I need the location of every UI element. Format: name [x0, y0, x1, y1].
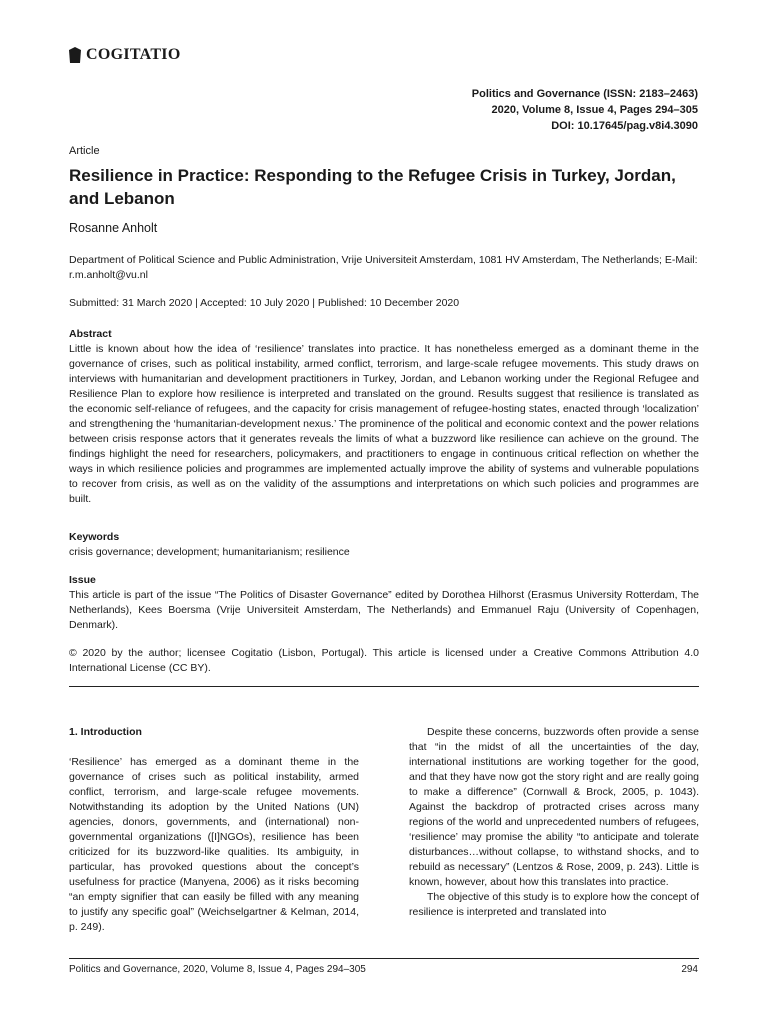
author-affiliation: Department of Political Science and Public Administration, Vrije Universiteit Amsterdam, 1081 HV Amsterdam, The Netherlands; E-Mail: r.m.anholt@vu.nl: [69, 254, 698, 281]
article-type-label: Article: [69, 145, 100, 157]
issue-text: This article is part of the issue “The Politics of Disaster Governance” edited by Dorothea Hilhorst (Erasmus University Rotterdam, The Netherlands), Kees Boersma (Vrije Universiteit Amsterdam, The Netherlands) and Emmanuel Raju (University of Copenhagen, Denmark).: [69, 589, 699, 631]
body-paragraph: Despite these concerns, buzzwords often provide a sense that “in the midst of all the uncertainties of the day, international institutions are working together for the good, and that they have now got the story right and are really going to make a difference” (Cornwall & Brock, 2005, p. 1043). Against the backdrop of protracted crises across many regions of the world and unprecedented numbers of refugees, ‘resilience’ may promise the ability “to anticipate and tolerate disturbances…without collapse, to withstand shocks, and to rebuild as necessary” (Lentzos & Rose, 2009, p. 243). Little is known, however, about how this translates into practice.: [409, 726, 699, 888]
introduction-heading: 1. Introduction: [69, 726, 142, 738]
journal-issn: Politics and Governance (ISSN: 2183–2463): [471, 88, 698, 100]
keywords-section: [69, 530, 699, 560]
article-title: Resilience in Practice: Responding to the Refugee Crisis in Turkey, Jordan, and Lebanon: [69, 166, 676, 208]
cogitatio-mark-icon: [68, 46, 82, 64]
abstract-heading: Abstract: [69, 328, 112, 340]
abstract-section: [69, 327, 699, 507]
body-paragraph: The objective of this study is to explore how the concept of resilience is interpreted and translated into: [409, 891, 699, 918]
logo-text: COGITATIO: [86, 46, 181, 63]
keywords-text: crisis governance; development; humanitarianism; resilience: [69, 546, 350, 558]
keywords-heading: Keywords: [69, 531, 120, 543]
body-paragraph: ‘Resilience’ has emerged as a dominant theme in the governance of crises such as political instability, armed conflict, terrorism, and large-scale refugee movements. Notwithstanding its adoption by the United Nations (UN) agencies, donors, governments, and (international) non-governmental organizations ([I]NGOs), resilience has been criticized for its buzzword-like qualities. Its ambiguity, in particular, has provoked questions about the concept’s usefulness for practice (Manyena, 2006) as it risks becoming “an empty signifier that can easily be filled with any meaning to justify any specific goal” (Weichselgartner & Kelman, 2014, p. 249).: [69, 756, 359, 933]
author-name: Rosanne Anholt: [69, 221, 158, 235]
journal-doi[interactable]: DOI: 10.17645/pag.v8i4.3090: [551, 120, 698, 132]
journal-info: [472, 86, 698, 134]
abstract-text: Little is known about how the idea of ‘resilience’ translates into practice. It has nonetheless emerged as a dominant theme in the governance of crises, such as political instability, armed conflict, terrorism, and large-scale refugee movements. This study draws on interviews with humanitarian and development practitioners in Turkey, Jordan, and Lebanon working under the Regional Refugee and Resilience Plan to explore how resilience is interpreted and translated on the ground. Results suggest that resilience is translated as the economic self-reliance of refugees, and the capacity for crisis management of refugee-hosting states, enacted through ‘localization’ and strengthening the ‘humanitarian-development nexus.’ The prominence of the political and economic context and the power relations between crisis response actors that it generates reveals the limits of what a buzzword like resilience can achieve on the ground. The findings highlight the need for researchers, policymakers, and practitioners to engage in continuous critical reflection on whether the ways in which resilience policies and programmes are implemented actually improve the ability of systems and vulnerable populations to recover from crisis, as well as on the validity of the assumptions and interpretations on which such policies and programmes are built.: [69, 343, 699, 505]
issue-heading: Issue: [69, 574, 96, 586]
body-left-column: [69, 725, 359, 935]
journal-volume: 2020, Volume 8, Issue 4, Pages 294–305: [491, 104, 698, 116]
footer-citation: Politics and Governance, 2020, Volume 8, Issue 4, Pages 294–305: [69, 964, 366, 975]
publication-dates: Submitted: 31 March 2020 | Accepted: 10 July 2020 | Published: 10 December 2020: [69, 297, 460, 309]
footer-divider: [69, 958, 699, 959]
license-text: © 2020 by the author; licensee Cogitatio (Lisbon, Portugal). This article is licensed under a Creative Commons Attribution 4.0 International License (CC BY).: [69, 647, 699, 674]
issue-section: [69, 573, 699, 633]
page-number: 294: [681, 964, 698, 975]
section-divider: [69, 686, 699, 687]
body-right-column: [409, 725, 699, 920]
publisher-logo: [68, 46, 181, 64]
